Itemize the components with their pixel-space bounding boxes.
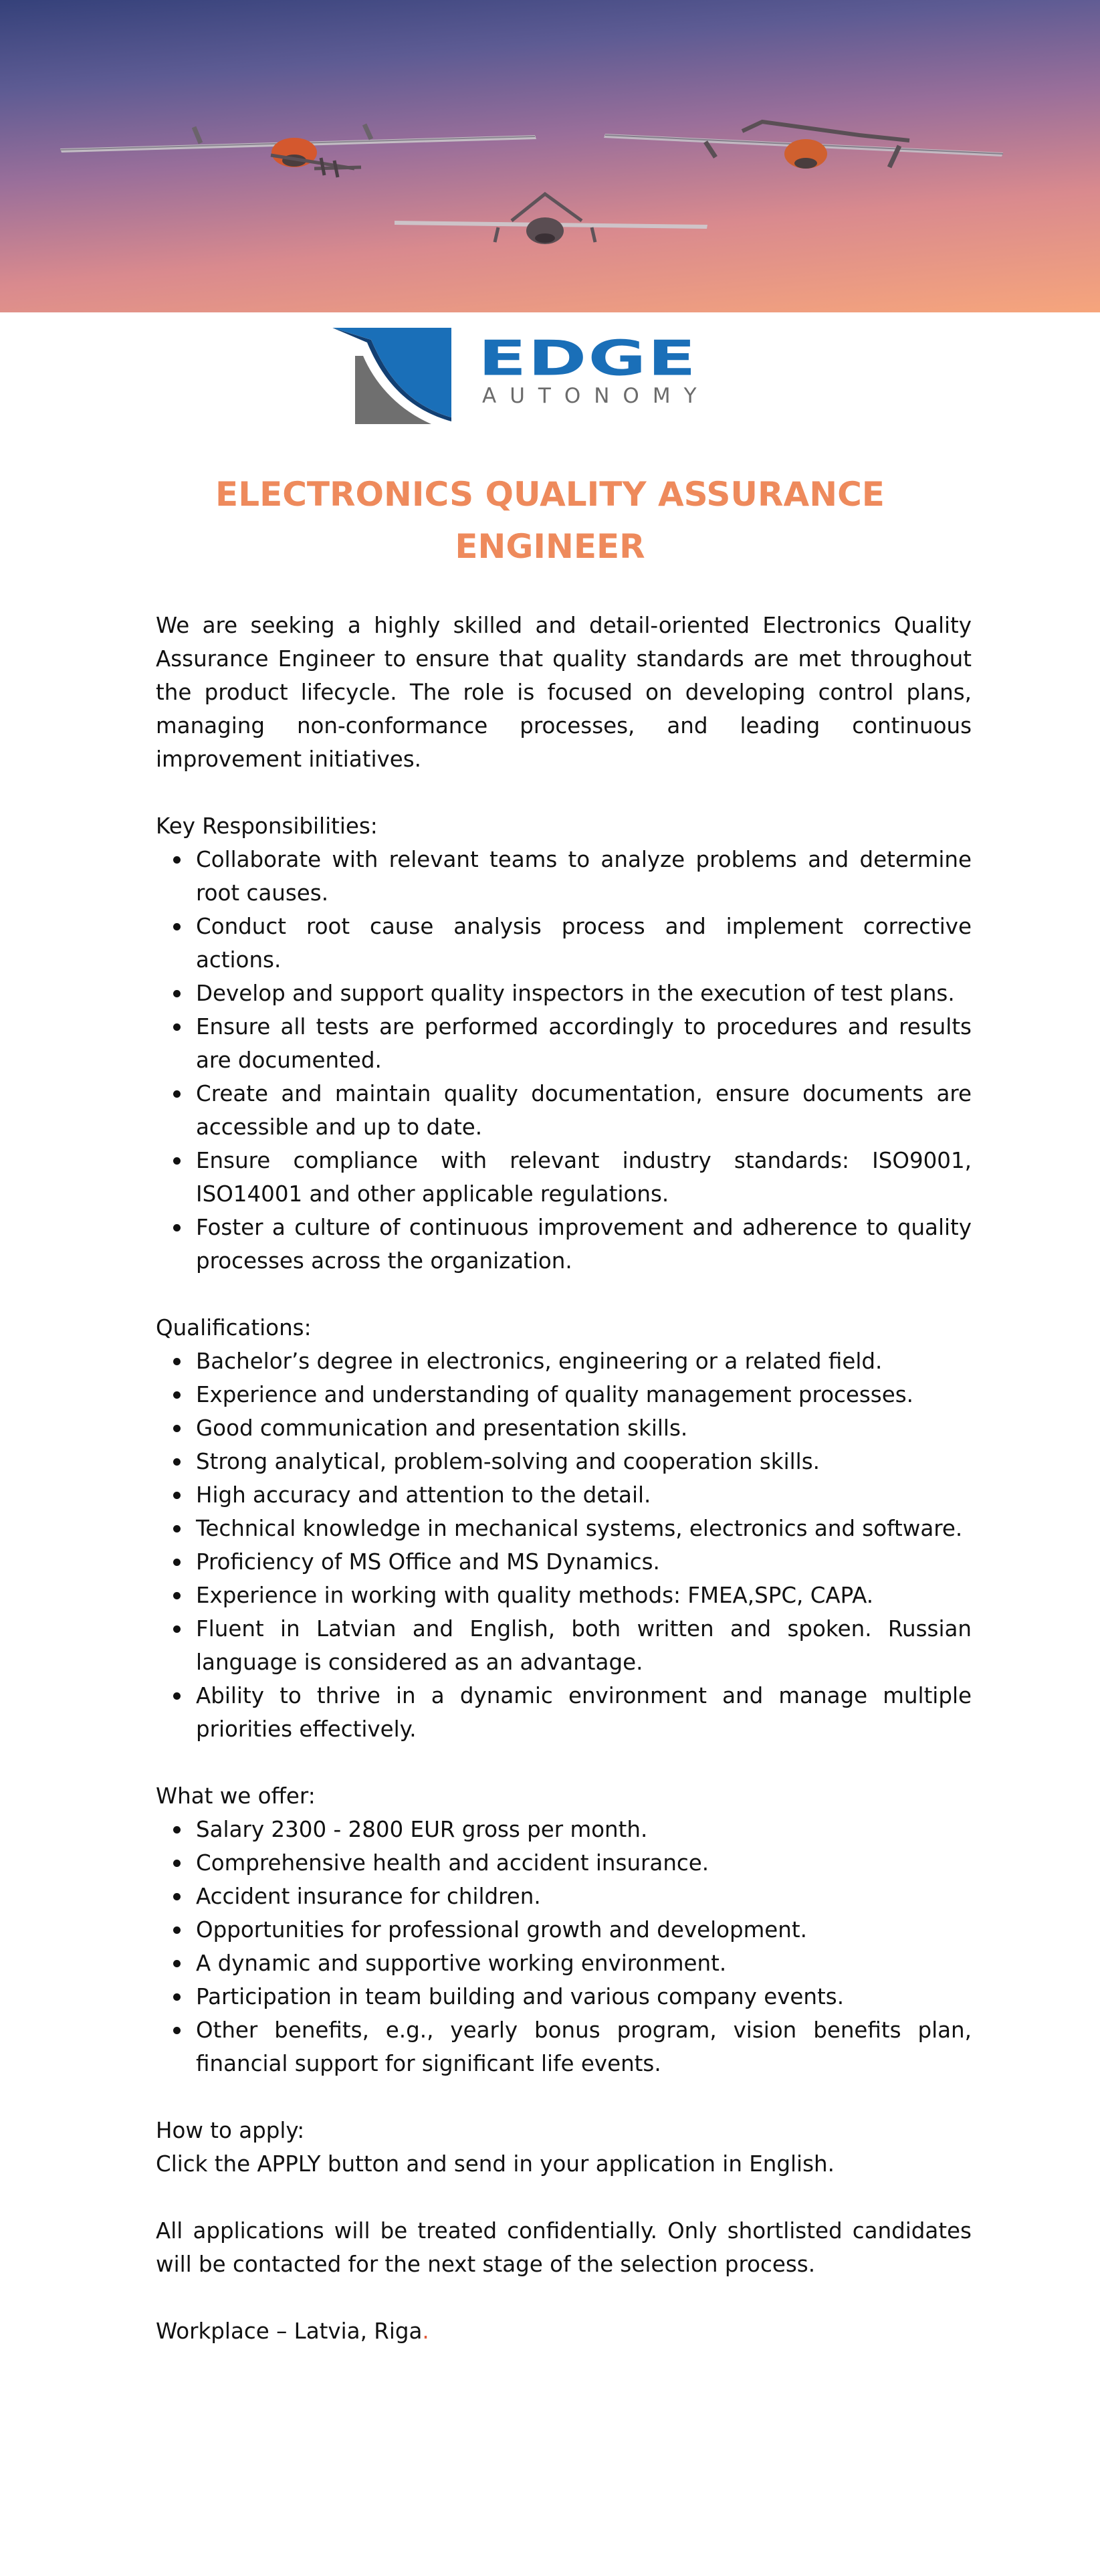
drones-illustration <box>0 0 1100 312</box>
offer-list <box>156 1813 972 2080</box>
list-item: Create and maintain quality documentation, ensure documents are accessible and up to date. <box>196 1077 972 1144</box>
job-title-line-1: ELECTRONICS QUALITY ASSURANCE <box>215 475 885 514</box>
list-item: Ensure compliance with relevant industry standards: ISO9001, ISO14001 and other applicable regulations. <box>196 1144 972 1211</box>
edge-autonomy-logo <box>331 317 746 437</box>
list-item: Other benefits, e.g., yearly bonus program, vision benefits plan, financial support for significant life events. <box>196 2013 972 2080</box>
qualifications-heading: Qualifications: <box>156 1315 312 1341</box>
list-item: Fluent in Latvian and English, both written and spoken. Russian language is considered as an advantage. <box>196 1612 972 1679</box>
workplace-end-mark: . <box>422 2318 429 2344</box>
list-item: Ability to thrive in a dynamic environment and manage multiple priorities effectively. <box>196 1679 972 1746</box>
list-item: Comprehensive health and accident insurance. <box>196 1846 972 1880</box>
job-title <box>134 468 966 573</box>
apply-heading: How to apply: <box>156 2118 305 2143</box>
job-title-line-2: ENGINEER <box>455 527 645 566</box>
list-item: Proficiency of MS Office and MS Dynamics. <box>196 1545 972 1579</box>
list-item: Experience and understanding of quality management processes. <box>196 1378 972 1411</box>
list-item: Experience in working with quality methods: FMEA,SPC, CAPA. <box>196 1579 972 1612</box>
workplace-text: Workplace – Latvia, Riga <box>156 2318 423 2344</box>
list-item: Ensure all tests are performed accordingly to procedures and results are documented. <box>196 1010 972 1077</box>
list-item: Salary 2300 - 2800 EUR gross per month. <box>196 1813 972 1846</box>
list-item: Technical knowledge in mechanical systems, electronics and software. <box>196 1512 972 1545</box>
responsibilities-heading: Key Responsibilities: <box>156 813 378 839</box>
offer-section <box>156 1779 972 2080</box>
intro-paragraph: We are seeking a highly skilled and detail-oriented Electronics Quality Assurance Engineer to ensure that quality standards are met throughout the product lifecycle. The role is focused on developing control plans, managing non-conformance processes, and leading continuous improvement initiatives. <box>156 613 972 772</box>
apply-section <box>156 2114 972 2181</box>
drone-left <box>60 124 536 177</box>
list-item: Collaborate with relevant teams to analyze problems and determine root causes. <box>196 843 972 910</box>
list-item: Good communication and presentation skills. <box>196 1411 972 1445</box>
list-item: Opportunities for professional growth and development. <box>196 1913 972 1947</box>
list-item: Participation in team building and various company events. <box>196 1980 972 2013</box>
list-item: High accuracy and attention to the detail. <box>196 1478 972 1512</box>
list-item: A dynamic and supportive working environment. <box>196 1947 972 1980</box>
logo-subtitle: AUTONOMY <box>482 384 710 408</box>
list-item: Develop and support quality inspectors in the execution of test plans. <box>196 977 972 1010</box>
hero-image <box>0 0 1100 312</box>
confidentiality-note: All applications will be treated confidentially. Only shortlisted candidates will be contacted for the next stage of the selection process. <box>156 2218 972 2277</box>
qualifications-section <box>156 1311 972 1746</box>
list-item: Foster a culture of continuous improvement and adherence to quality processes across the organization. <box>196 1211 972 1278</box>
responsibilities-list <box>156 843 972 1278</box>
logo-wordmark: EDGE <box>478 330 697 387</box>
drone-center <box>395 194 707 244</box>
workplace-line <box>156 2314 972 2348</box>
list-item: Bachelor’s degree in electronics, engineering or a related field. <box>196 1345 972 1378</box>
list-item: Accident insurance for children. <box>196 1880 972 1913</box>
logo-mark-icon <box>331 317 465 437</box>
responsibilities-section <box>156 809 972 1278</box>
list-item: Conduct root cause analysis process and implement corrective actions. <box>196 910 972 977</box>
apply-instructions: Click the APPLY button and send in your application in English. <box>156 2151 835 2177</box>
job-description <box>156 609 972 2348</box>
list-item: Strong analytical, problem-solving and cooperation skills. <box>196 1445 972 1478</box>
offer-heading: What we offer: <box>156 1783 316 1809</box>
qualifications-list <box>156 1345 972 1746</box>
drone-right <box>604 122 1003 169</box>
